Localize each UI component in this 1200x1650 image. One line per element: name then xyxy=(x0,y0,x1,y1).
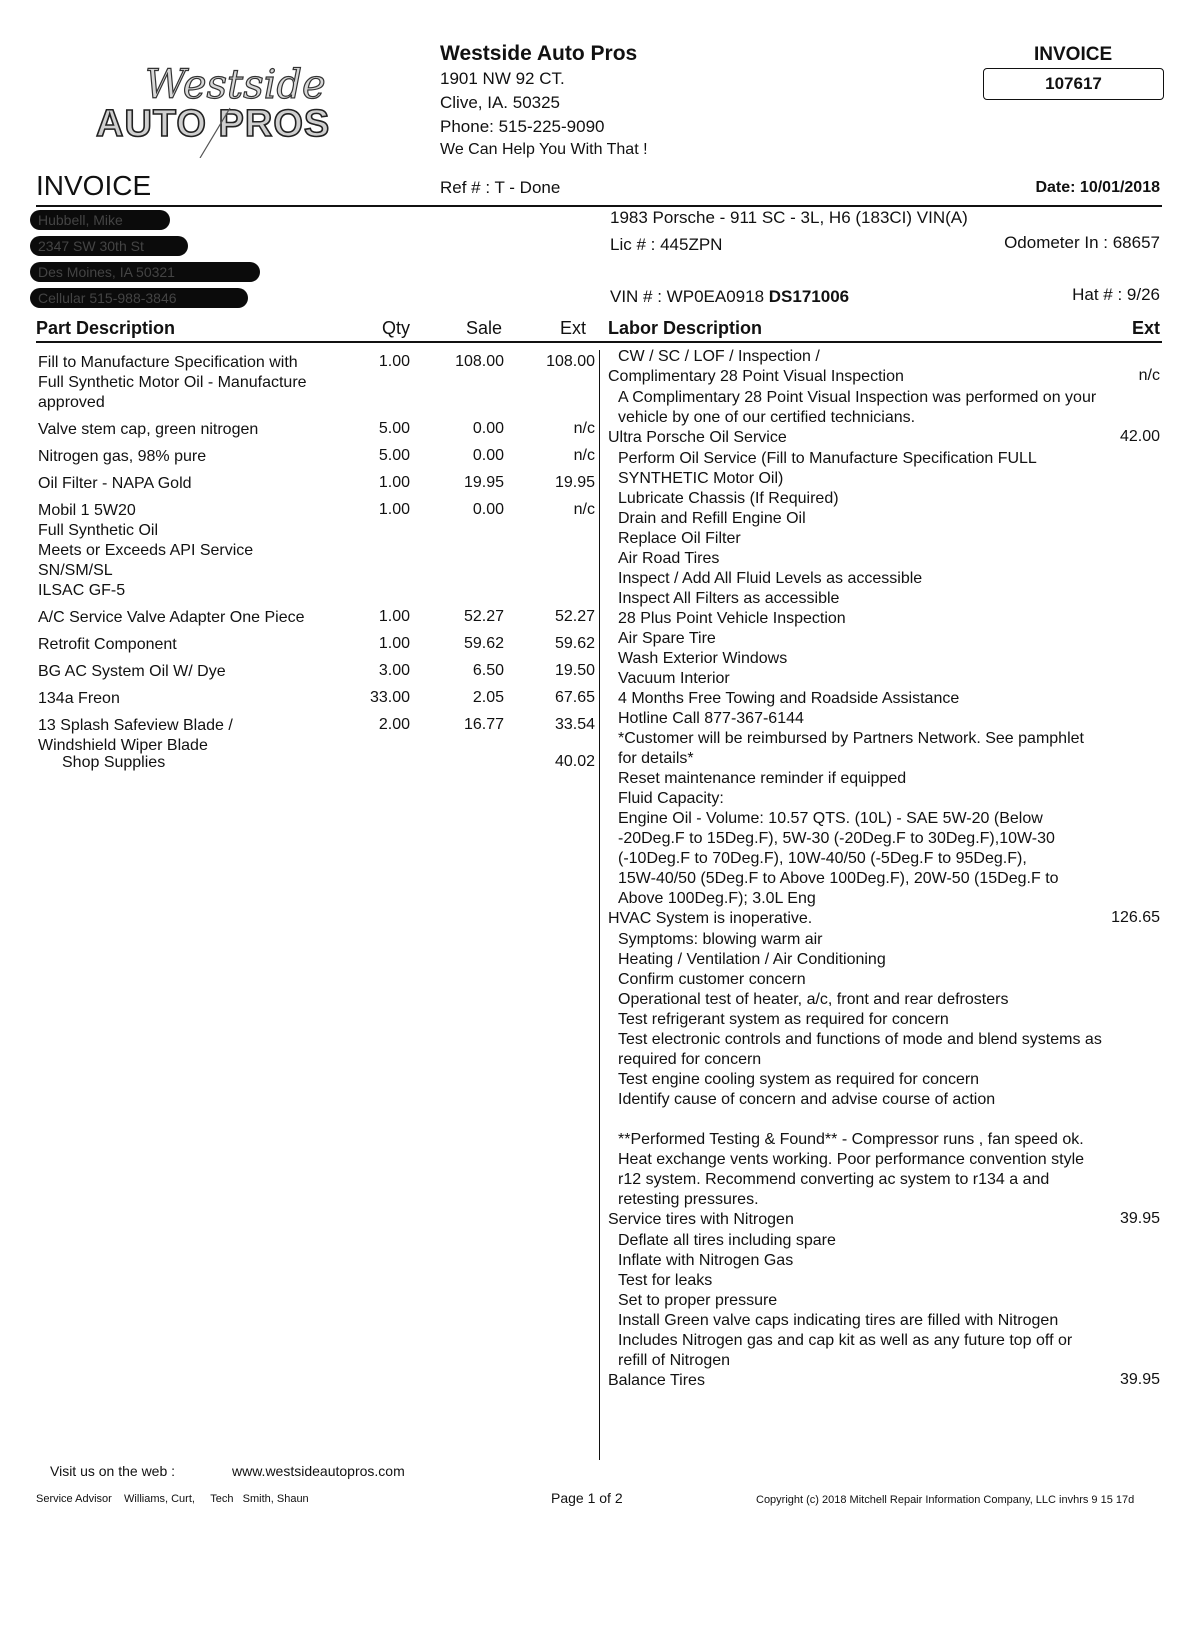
labor-price: n/c xyxy=(1138,367,1160,384)
labor-detail-line: Identify cause of concern and advise course of action xyxy=(618,1091,996,1108)
labor-detail-line: Test electronic controls and functions of mode and blend systems as xyxy=(618,1031,1102,1048)
part-sale: 6.50 xyxy=(472,662,504,679)
license-plate: Lic # : 445ZPN xyxy=(610,235,723,254)
website-link[interactable]: www.westsideautopros.com xyxy=(232,1463,405,1479)
part-ext: 67.65 xyxy=(554,689,595,706)
part-description: 134a Freon xyxy=(38,690,120,707)
part-qty: 5.00 xyxy=(378,447,410,464)
col-ext: Ext xyxy=(560,318,587,338)
vehicle-description: 1983 Porsche - 911 SC - 3L, H6 (183CI) VIN(A) xyxy=(610,208,968,227)
part-sale: 2.05 xyxy=(472,689,504,706)
part-description: approved xyxy=(38,394,105,411)
labor-detail-line: vehicle by one of our certified technicians. xyxy=(618,409,916,426)
labor-detail-line: Above 100Deg.F); 3.0L Eng xyxy=(618,890,816,907)
shop-supplies-label: Shop Supplies xyxy=(62,754,166,771)
labor-detail-line: A Complimentary 28 Point Visual Inspection was performed on your xyxy=(618,389,1097,406)
labor-detail-line: Wash Exterior Windows xyxy=(618,650,788,667)
part-sale: 59.62 xyxy=(463,635,504,652)
customer-name-redacted: Hubbell, Mike xyxy=(30,210,170,230)
part-description: Mobil 1 5W20 xyxy=(38,502,136,519)
labor-detail-line: required for concern xyxy=(618,1051,762,1068)
labor-price: 42.00 xyxy=(1119,428,1160,445)
part-description: SN/SM/SL xyxy=(38,562,113,579)
shop-supplies-ext: 40.02 xyxy=(554,753,595,770)
labor-detail-line: Air Spare Tire xyxy=(618,630,716,647)
labor-detail-line: Install Green valve caps indicating tires are filled with Nitrogen xyxy=(618,1312,1059,1329)
labor-detail-line: *Customer will be reimbursed by Partners Network. See pamphlet xyxy=(618,730,1084,747)
part-ext: n/c xyxy=(573,420,595,437)
part-qty: 1.00 xyxy=(378,474,410,491)
invoice-label: INVOICE xyxy=(1034,44,1113,65)
labor-detail-line: Replace Oil Filter xyxy=(618,530,741,547)
part-description: Meets or Exceeds API Service xyxy=(38,542,254,559)
labor-operation: Balance Tires xyxy=(608,1372,705,1389)
part-ext: 59.62 xyxy=(554,635,595,652)
part-description: Full Synthetic Oil xyxy=(38,522,159,539)
labor-detail-line: Includes Nitrogen gas and cap kit as well as any future top off or xyxy=(618,1332,1073,1349)
labor-operation: Complimentary 28 Point Visual Inspection xyxy=(608,368,904,385)
shop-phone: Phone: 515-225-9090 xyxy=(440,117,605,136)
labor-operation: Service tires with Nitrogen xyxy=(608,1211,794,1228)
part-description: Fill to Manufacture Specification with xyxy=(38,354,298,371)
labor-price: 39.95 xyxy=(1119,1371,1160,1388)
labor-detail-line: Deflate all tires including spare xyxy=(618,1232,836,1249)
part-sale: 0.00 xyxy=(472,501,504,518)
labor-detail-line: Heating / Ventilation / Air Conditioning xyxy=(618,951,886,968)
invoice-heading: INVOICE xyxy=(36,170,152,201)
part-qty: 33.00 xyxy=(369,689,410,706)
part-description: A/C Service Valve Adapter One Piece xyxy=(38,609,305,626)
part-description: Oil Filter - NAPA Gold xyxy=(38,475,192,492)
part-ext: 19.95 xyxy=(554,474,595,491)
ref-number: Ref # : T - Done xyxy=(440,178,561,197)
labor-detail-line: (-10Deg.F to 70Deg.F), 10W-40/50 (-5Deg.F to 95Deg.F), xyxy=(618,850,1027,867)
part-description: 13 Splash Safeview Blade / xyxy=(38,717,233,734)
shop-logo xyxy=(90,58,350,158)
copyright: Copyright (c) 2018 Mitchell Repair Information Company, LLC invhrs 9 15 17d xyxy=(756,1494,1135,1506)
labor-detail-line: Engine Oil - Volume: 10.57 QTS. (10L) - SAE 5W-20 (Below xyxy=(618,810,1043,827)
shop-tagline: We Can Help You With That ! xyxy=(440,141,648,158)
labor-detail-line: 15W-40/50 (5Deg.F to Above 100Deg.F), 20W-50 (15Deg.F to xyxy=(618,870,1059,887)
part-sale: 19.95 xyxy=(463,474,504,491)
labor-detail-line: refill of Nitrogen xyxy=(618,1352,731,1369)
labor-detail-line: **Performed Testing & Found** - Compressor runs , fan speed ok. xyxy=(618,1131,1084,1148)
labor-detail-line: Inflate with Nitrogen Gas xyxy=(618,1252,794,1269)
labor-detail-line: Symptoms: blowing warm air xyxy=(618,931,823,948)
labor-detail-line: Drain and Refill Engine Oil xyxy=(618,510,806,527)
shop-address2: Clive, IA. 50325 xyxy=(440,93,561,112)
col-qty: Qty xyxy=(382,318,411,338)
part-sale: 16.77 xyxy=(463,716,504,733)
labor-detail-line: Heat exchange vents working. Poor performance convention style xyxy=(618,1151,1085,1168)
part-description: Windshield Wiper Blade xyxy=(38,737,208,754)
part-ext: n/c xyxy=(573,501,595,518)
labor-price: 126.65 xyxy=(1111,909,1160,926)
labor-detail-line: 4 Months Free Towing and Roadside Assistance xyxy=(618,690,960,707)
part-ext: 52.27 xyxy=(554,608,595,625)
part-qty: 2.00 xyxy=(378,716,410,733)
part-description: ILSAC GF-5 xyxy=(38,582,126,599)
logo-script-text: Westside xyxy=(145,62,326,108)
part-description: Retrofit Component xyxy=(38,636,177,653)
part-qty: 1.00 xyxy=(378,608,410,625)
part-qty: 1.00 xyxy=(378,635,410,652)
labor-operation: HVAC System is inoperative. xyxy=(608,910,813,927)
customer-city-redacted: Des Moines, IA 50321 xyxy=(30,262,260,282)
odometer-in: Odometer In : 68657 xyxy=(1004,233,1160,252)
labor-operation: Ultra Porsche Oil Service xyxy=(608,429,787,446)
labor-detail-line: Test for leaks xyxy=(618,1272,713,1289)
labor-detail-line: 28 Plus Point Vehicle Inspection xyxy=(618,610,846,627)
col-labor-ext: Ext xyxy=(1131,318,1160,338)
part-qty: 5.00 xyxy=(378,420,410,437)
part-qty: 3.00 xyxy=(378,662,410,679)
hat-number: Hat # : 9/26 xyxy=(1072,285,1160,304)
invoice-date: Date: 10/01/2018 xyxy=(1035,179,1160,196)
part-qty: 1.00 xyxy=(378,501,410,518)
shop-address1: 1901 NW 92 CT. xyxy=(440,69,565,88)
visit-label: Visit us on the web : xyxy=(50,1463,176,1479)
labor-price: 39.95 xyxy=(1119,1210,1160,1227)
col-labor-description: Labor Description xyxy=(608,318,763,338)
labor-detail-line: SYNTHETIC Motor Oil) xyxy=(618,470,784,487)
labor-detail-line: retesting pressures. xyxy=(618,1191,759,1208)
invoice-number: 107617 xyxy=(983,68,1164,100)
part-description: Full Synthetic Motor Oil - Manufacture xyxy=(38,374,307,391)
part-sale: 0.00 xyxy=(472,420,504,437)
col-part-description: Part Description xyxy=(36,318,176,338)
labor-detail-line: Lubricate Chassis (If Required) xyxy=(618,490,839,507)
labor-detail-line: Perform Oil Service (Fill to Manufacture Specification FULL xyxy=(618,450,1037,467)
part-description: Valve stem cap, green nitrogen xyxy=(38,421,259,438)
labor-detail-line: Test engine cooling system as required for concern xyxy=(618,1071,980,1088)
labor-detail-line: Inspect All Filters as accessible xyxy=(618,590,840,607)
labor-detail-line: Inspect / Add All Fluid Levels as accessible xyxy=(618,570,923,587)
labor-detail-line: Fluid Capacity: xyxy=(618,790,724,807)
service-advisor: Service Advisor Williams, Curt, Tech Smith, Shaun xyxy=(36,1493,309,1505)
part-sale: 0.00 xyxy=(472,447,504,464)
part-description: BG AC System Oil W/ Dye xyxy=(38,663,226,680)
part-qty: 1.00 xyxy=(378,353,410,370)
labor-detail-line: Set to proper pressure xyxy=(618,1292,778,1309)
labor-detail-line: r12 system. Recommend converting ac system to r134 a and xyxy=(618,1171,1050,1188)
column-header-rule xyxy=(36,341,1162,343)
page-number: Page 1 of 2 xyxy=(551,1490,623,1506)
labor-detail-line: Hotline Call 877-367-6144 xyxy=(618,710,804,727)
part-ext: 33.54 xyxy=(554,716,595,733)
column-divider xyxy=(599,350,600,1460)
col-sale: Sale xyxy=(466,318,503,338)
labor-detail-line: Operational test of heater, a/c, front and rear defrosters xyxy=(618,991,1009,1008)
labor-detail-line: Confirm customer concern xyxy=(618,971,806,988)
part-sale: 52.27 xyxy=(463,608,504,625)
part-ext: n/c xyxy=(573,447,595,464)
logo-block-text: AUTO PROS xyxy=(96,103,331,145)
vin-number: VIN # : WP0EA0918 DS171006 xyxy=(610,287,850,306)
labor-detail-line: CW / SC / LOF / Inspection / xyxy=(618,348,820,365)
part-ext: 108.00 xyxy=(546,353,595,370)
labor-detail-line: Test refrigerant system as required for concern xyxy=(618,1011,949,1028)
part-ext: 19.50 xyxy=(554,662,595,679)
shop-name: Westside Auto Pros xyxy=(440,42,638,65)
labor-detail-line: Vacuum Interior xyxy=(618,670,730,687)
labor-detail-line: Air Road Tires xyxy=(618,550,720,567)
labor-detail-line: -20Deg.F to 15Deg.F), 5W-30 (-20Deg.F to 30Deg.F),10W-30 xyxy=(618,830,1055,847)
header-rule xyxy=(36,205,1162,207)
part-description: Nitrogen gas, 98% pure xyxy=(38,448,207,465)
customer-address-redacted: 2347 SW 30th St xyxy=(30,236,188,256)
customer-phone-redacted: Cellular 515-988-3846 xyxy=(30,288,248,308)
labor-detail-line: Reset maintenance reminder if equipped xyxy=(618,770,907,787)
part-sale: 108.00 xyxy=(455,353,504,370)
labor-detail-line: for details* xyxy=(618,750,694,767)
